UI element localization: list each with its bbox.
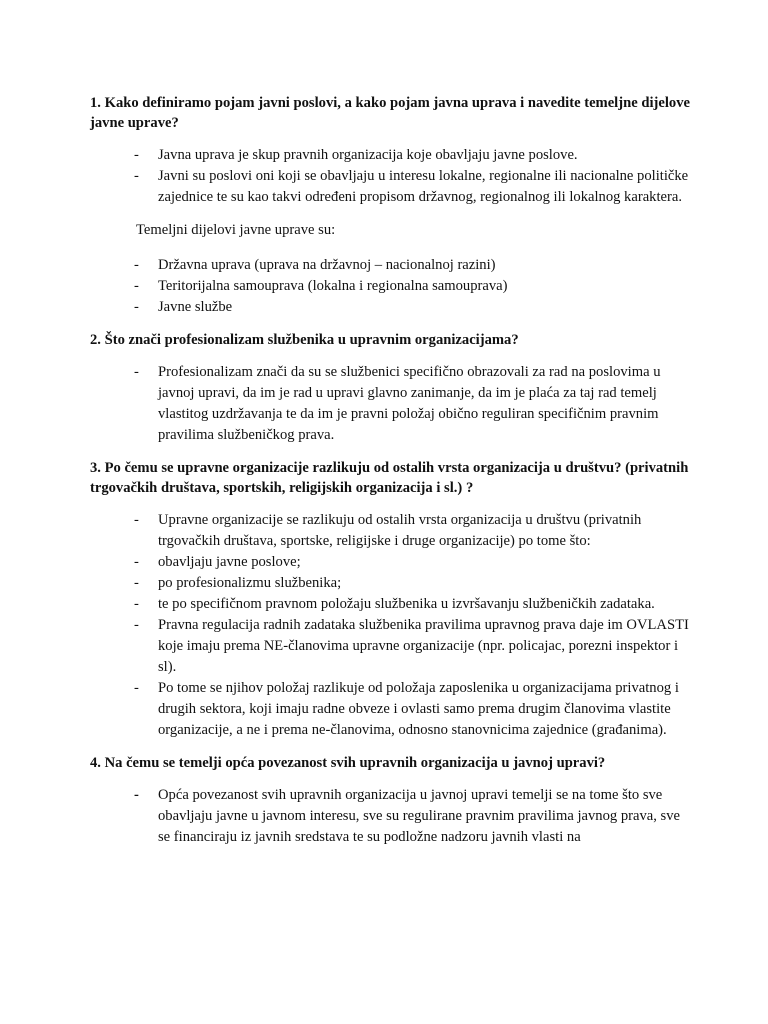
document-page <box>90 93 690 860</box>
list-item: - te po specifičnom pravnom položaju službenika u izvršavanju službeničkih zadataka. <box>90 594 690 615</box>
dash-bullet: - <box>134 787 139 803</box>
list-item: - Teritorijalna samouprava (lokalna i regionalna samouprava) <box>90 276 690 297</box>
question-3-heading: 3. Po čemu se upravne organizacije razlikuju od ostalih vrsta organizacija u društvu? (privatnih trgovačkih društava, sportskih, religijskih organizacija i sl.) ? <box>90 460 689 496</box>
dash-bullet: - <box>134 596 139 612</box>
list-item: - Javna uprava je skup pravnih organizacija koje obavljaju javne poslove. <box>90 145 690 166</box>
question-3-answer-list <box>90 510 690 741</box>
question-4-heading: 4. Na čemu se temelji opća povezanost svih upravnih organizacija u javnoj upravi? <box>90 755 606 771</box>
dash-bullet: - <box>134 617 139 633</box>
question-1-heading: 1. Kako definiramo pojam javni poslovi, a kako pojam javna uprava i navedite temeljne dijelove javne uprave? <box>90 95 690 131</box>
dash-bullet: - <box>134 147 139 163</box>
question-2-heading: 2. Što znači profesionalizam službenika u upravnim organizacijama? <box>90 332 519 348</box>
question-2-answer-list <box>90 362 690 446</box>
dash-bullet: - <box>134 554 139 570</box>
question-1-parts-list <box>90 255 690 318</box>
question-1-answer-list <box>90 145 690 208</box>
dash-bullet: - <box>134 278 139 294</box>
list-item: - Javni su poslovi oni koji se obavljaju u interesu lokalne, regionalne ili nacionalne političke zajednice te su kao takvi određeni propisom državnog, regionalnog ili lokalnog karaktera. <box>134 168 689 205</box>
list-item: - Javne službe <box>90 297 690 318</box>
dash-bullet: - <box>134 257 139 273</box>
dash-bullet: - <box>134 364 139 380</box>
list-item: - Državna uprava (uprava na državnoj – nacionalnoj razini) <box>90 255 690 276</box>
dash-bullet: - <box>134 680 139 696</box>
list-item: - Profesionalizam znači da su se službenici specifično obrazovali za rad na poslovima u javnoj upravi, da im je rad u upravi glavno zanimanje, da im je plaća za taj rad temelj vlastitog uzdržavanja te da im je pravni položaj obično reguliran specifičnim pravnim pravilima službeničkog prava. <box>134 364 661 443</box>
list-item: - Po tome se njihov položaj razlikuje od položaja zaposlenika u organizacijama privatnog i drugih sektora, koji imaju radne obveze i ovlasti samo prema drugim članovima vlastite organizacije, a ne i prema ne-članovima, odnosno stanovnicima zajednice (građanima). <box>134 680 679 738</box>
list-item: - obavljaju javne poslove; <box>90 552 690 573</box>
list-item: - po profesionalizmu službenika; <box>90 573 690 594</box>
question-1-paragraph: Temeljni dijelovi javne uprave su: <box>136 222 336 238</box>
list-item: - Pravna regulacija radnih zadataka službenika pravilima upravnog prava daje im OVLASTI koje imaju prema NE-članovima upravne organizacije (npr. policajac, porezni inspektor i sl). <box>134 617 689 675</box>
list-item: - Upravne organizacije se razlikuju od ostalih vrsta organizacija u društvu (privatnih trgovačkih društava, sportske, religijske i druge organizacije) po tome što: <box>134 512 642 549</box>
dash-bullet: - <box>134 299 139 315</box>
question-4-answer-list <box>90 785 690 848</box>
dash-bullet: - <box>134 512 139 528</box>
list-item: - Opća povezanost svih upravnih organizacija u javnoj upravi temelji se na tome što sve obavljaju javne u javnom interesu, sve su regulirane pravnim pravilima javnog prava, sve se financiraju iz javnih sredstava te su podložne nadzoru javnih vlasti na <box>134 787 680 845</box>
dash-bullet: - <box>134 168 139 184</box>
dash-bullet: - <box>134 575 139 591</box>
